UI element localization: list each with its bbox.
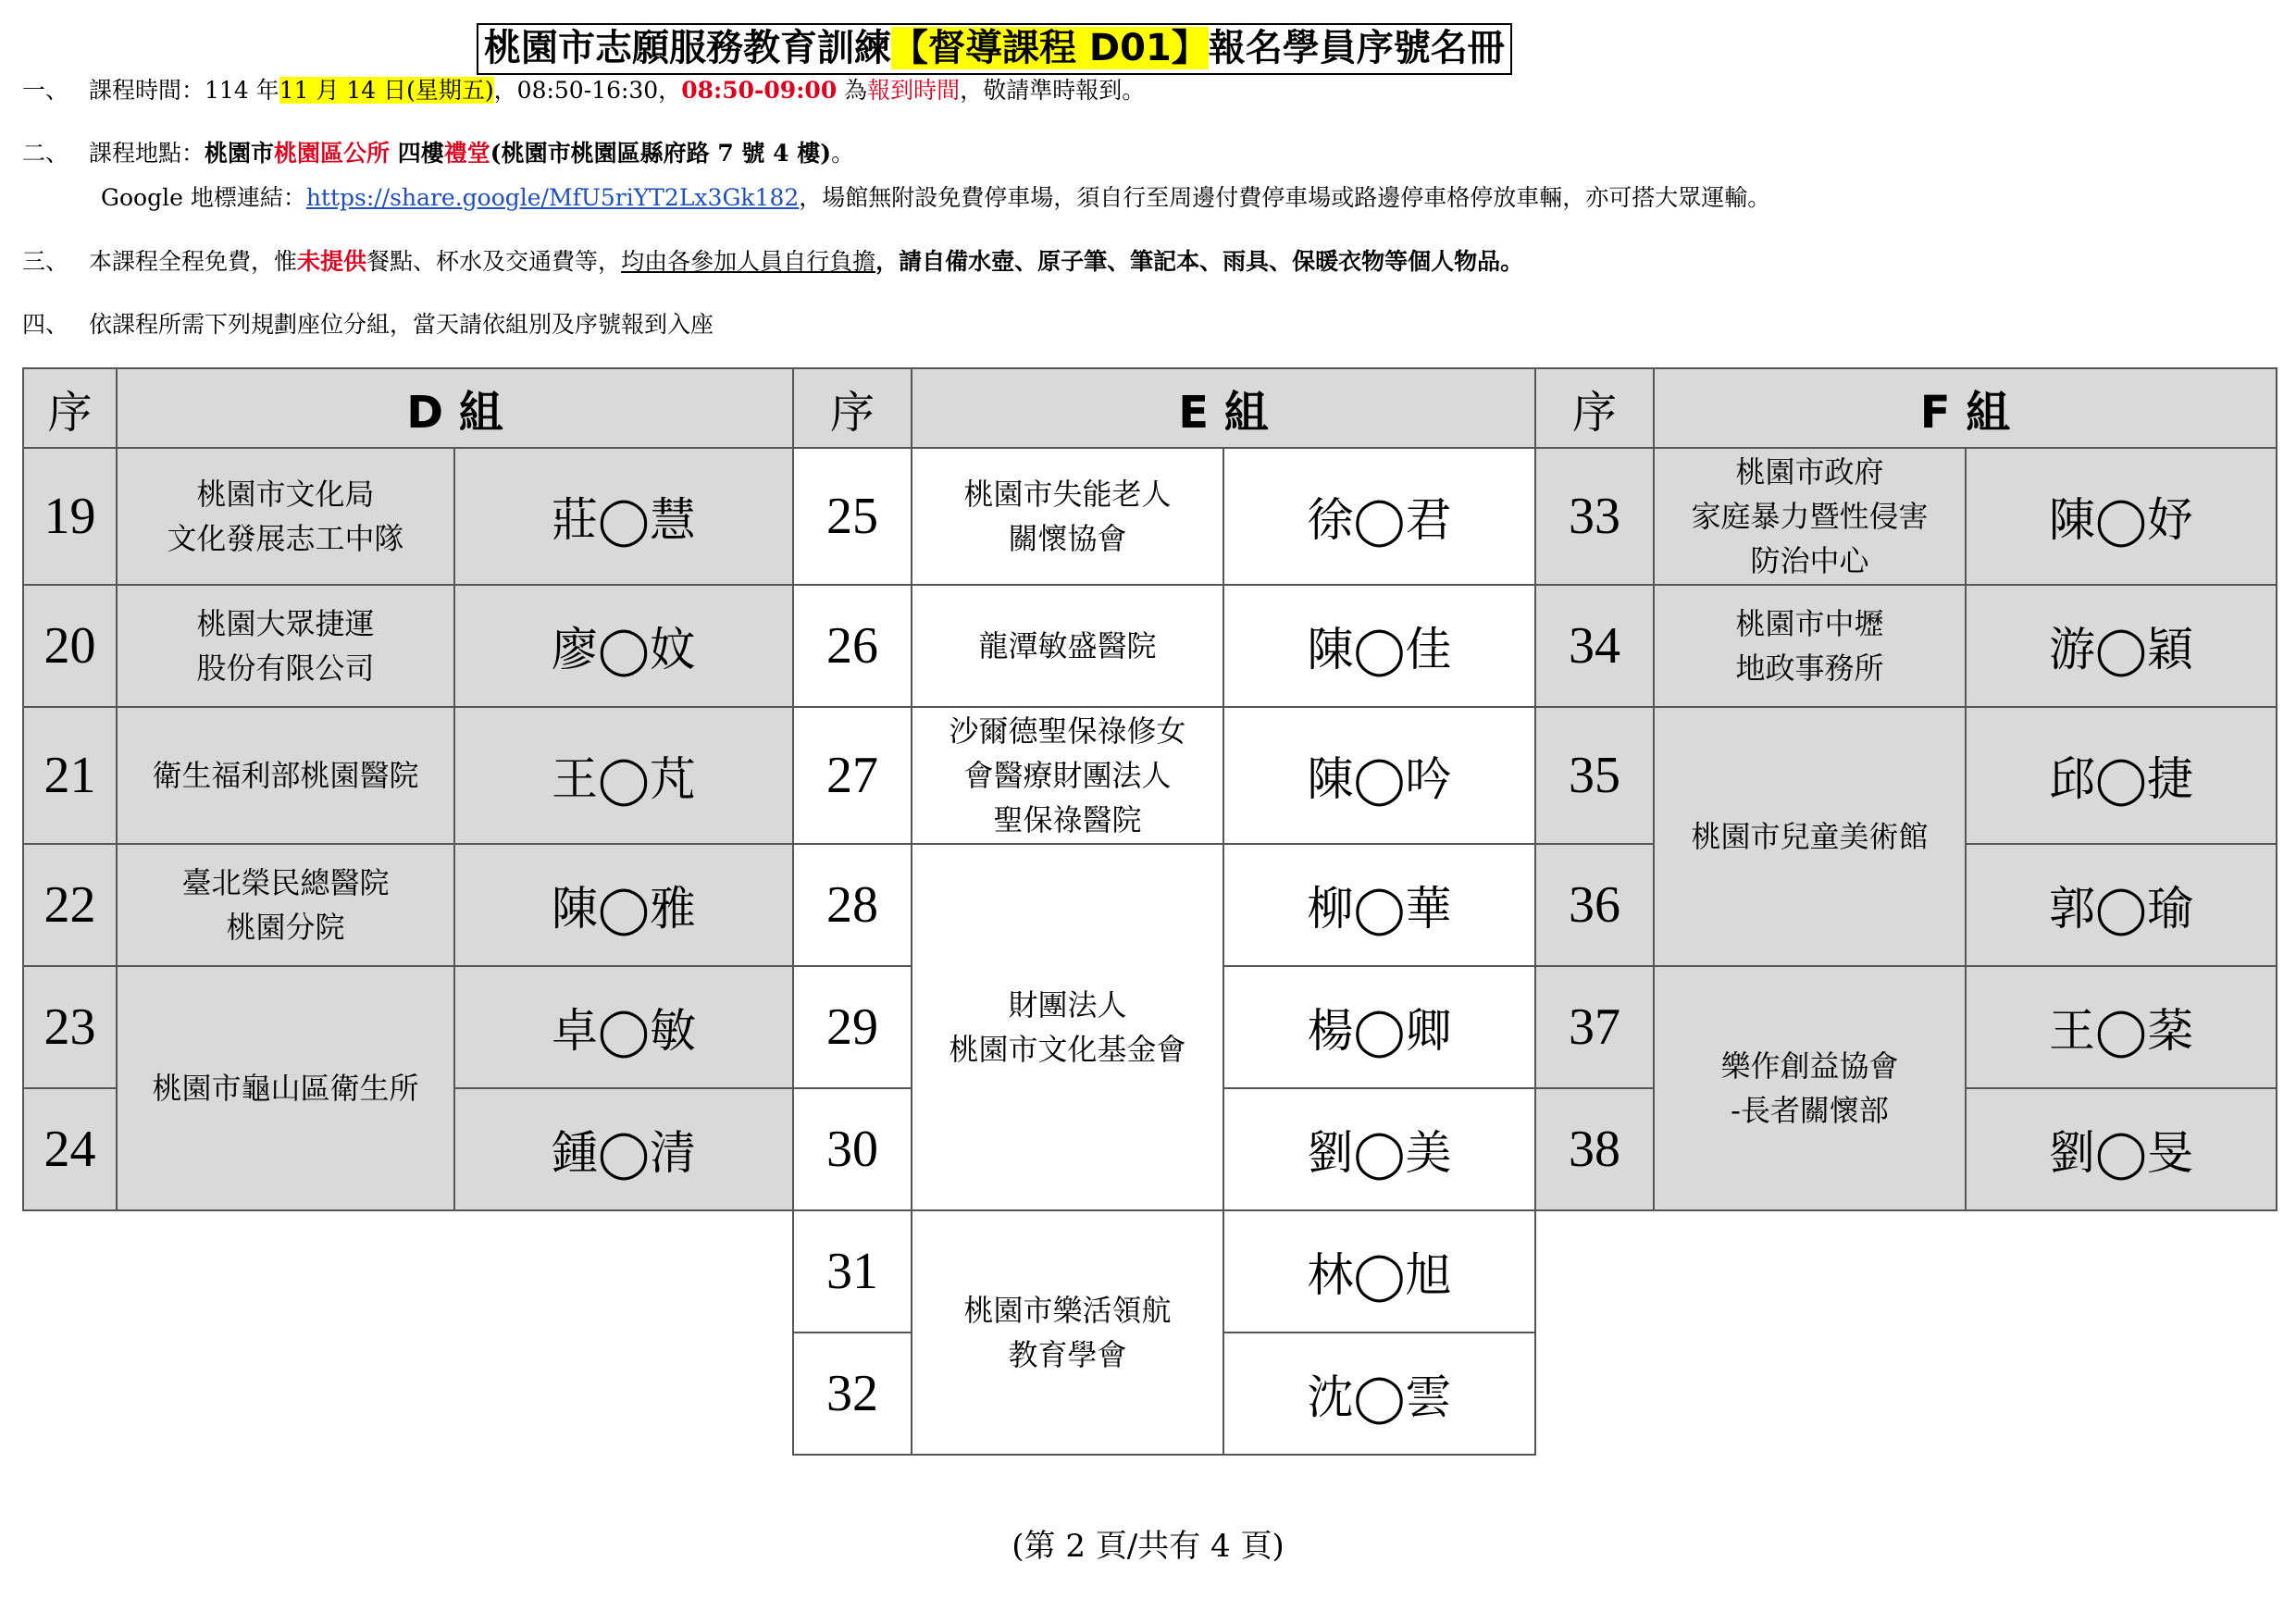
name-cell: 林◯旭 xyxy=(1223,1210,1535,1333)
name-cell: 王◯芃 xyxy=(454,707,793,844)
seq-cell: 38 xyxy=(1535,1088,1654,1210)
name-cell: 陳◯雅 xyxy=(454,844,793,966)
org-cell: 龍潭敏盛醫院 xyxy=(912,585,1223,707)
note-text: 為 xyxy=(837,77,868,104)
f-group-header: F 組 xyxy=(1654,368,2277,448)
seq-cell: 31 xyxy=(793,1210,912,1333)
e-group-header: E 組 xyxy=(912,368,1535,448)
note-text: 餐點、杯水及交通費等， xyxy=(366,248,622,275)
course-date: 11 月 14 日(星期五) xyxy=(279,77,494,104)
org-cell: 桃園市政府 家庭暴力暨性侵害 防治中心 xyxy=(1654,448,1966,585)
checkin-label: 報到時間 xyxy=(867,77,961,104)
seq-cell: 30 xyxy=(793,1088,912,1210)
seq-cell: 19 xyxy=(23,448,117,585)
org-cell: 桃園大眾捷運 股份有限公司 xyxy=(117,585,454,707)
name-cell: 鍾◯清 xyxy=(454,1088,793,1210)
note-number: 四、 xyxy=(22,311,69,338)
org-cell: 桃園市文化局 文化發展志工中隊 xyxy=(117,448,454,585)
note-label: 課程地點： xyxy=(89,140,205,167)
name-cell: 楊◯卿 xyxy=(1223,966,1535,1088)
title-part1: 桃園市志願服務教育訓練 xyxy=(484,27,891,69)
title-course-code: 【督導課程 D01】 xyxy=(891,27,1209,69)
org-cell: 桃園市失能老人 關懷協會 xyxy=(912,448,1223,585)
empty-cell xyxy=(23,1210,793,1333)
note-fees xyxy=(22,246,1523,278)
d-group-header: D 組 xyxy=(117,368,793,448)
table-row xyxy=(23,585,2277,707)
org-cell: 桃園市中壢 地政事務所 xyxy=(1654,585,1966,707)
seq-cell: 27 xyxy=(793,707,912,844)
org-cell: 桃園市兒童美術館 xyxy=(1654,707,1966,966)
google-map-link[interactable]: https://share.google/MfU5riYT2Lx3Gk182 xyxy=(305,184,800,211)
org-cell: 桃園市龜山區衛生所 xyxy=(117,966,454,1210)
note-google-link xyxy=(22,182,1770,214)
location-city: 桃園市 xyxy=(205,140,275,167)
bring-items-text: ，請自備水壺、原子筆、筆記本、雨具、保暖衣物等個人物品。 xyxy=(875,248,1524,275)
seq-cell: 35 xyxy=(1535,707,1654,844)
location-hall: 禮堂 xyxy=(443,140,490,167)
org-cell: 樂作創益協會 -長者關懷部 xyxy=(1654,966,1966,1210)
name-cell: 邱◯捷 xyxy=(1966,707,2277,844)
seq-cell: 26 xyxy=(793,585,912,707)
note-course-location xyxy=(22,138,854,169)
seq-cell: 29 xyxy=(793,966,912,1088)
table-row xyxy=(23,1210,2277,1333)
name-cell: 陳◯妤 xyxy=(1966,448,2277,585)
seq-cell: 25 xyxy=(793,448,912,585)
not-provided-text: 未提供 xyxy=(297,248,367,275)
name-cell: 廖◯妏 xyxy=(454,585,793,707)
location-address: (桃園市桃園區縣府路 7 號 4 樓) xyxy=(490,140,832,167)
seq-cell: 34 xyxy=(1535,585,1654,707)
seq-cell: 32 xyxy=(793,1333,912,1455)
name-cell: 柳◯華 xyxy=(1223,844,1535,966)
note-label: 課程時間：114 年 xyxy=(89,77,279,104)
org-cell: 臺北榮民總醫院 桃園分院 xyxy=(117,844,454,966)
title-part3: 報名學員序號名冊 xyxy=(1208,27,1505,69)
seq-cell: 22 xyxy=(23,844,117,966)
org-cell: 衛生福利部桃園醫院 xyxy=(117,707,454,844)
checkin-time: 08:50-09:00 xyxy=(681,77,838,104)
name-cell: 徐◯君 xyxy=(1223,448,1535,585)
empty-cell xyxy=(1535,1333,2277,1455)
note-text: ，場館無附設免費停車場，須自行至周邊付費停車場或路邊停車格停放車輛，亦可搭大眾運輸。 xyxy=(799,184,1771,211)
header-row xyxy=(23,368,2277,448)
d-seq-header: 序 xyxy=(23,368,117,448)
seq-cell: 23 xyxy=(23,966,117,1088)
name-cell: 劉◯美 xyxy=(1223,1088,1535,1210)
org-cell: 沙爾德聖保祿修女 會醫療財團法人 聖保祿醫院 xyxy=(912,707,1223,844)
note-text: 依課程所需下列規劃座位分組，當天請依組別及序號報到入座 xyxy=(89,311,714,338)
e-seq-header: 序 xyxy=(793,368,912,448)
name-cell: 陳◯佳 xyxy=(1223,585,1535,707)
location-office: 桃園區公所 xyxy=(274,140,391,167)
self-pay-text: 均由各參加人員自行負擔 xyxy=(621,248,876,275)
seq-cell: 24 xyxy=(23,1088,117,1210)
name-cell: 沈◯雲 xyxy=(1223,1333,1535,1455)
seq-cell: 37 xyxy=(1535,966,1654,1088)
seq-cell: 28 xyxy=(793,844,912,966)
empty-cell xyxy=(23,1333,793,1455)
roster-table xyxy=(22,367,2277,1456)
name-cell: 莊◯慧 xyxy=(454,448,793,585)
note-label: Google 地標連結： xyxy=(101,184,306,211)
name-cell: 游◯穎 xyxy=(1966,585,2277,707)
course-hours: ，08:50-16:30， xyxy=(493,77,682,104)
note-number: 三、 xyxy=(22,248,69,275)
table-row xyxy=(23,707,2277,844)
org-cell: 財團法人 桃園市文化基金會 xyxy=(912,844,1223,1210)
seq-cell: 36 xyxy=(1535,844,1654,966)
page-footer: (第 2 頁/共有 4 頁) xyxy=(1011,1528,1285,1565)
seq-cell: 20 xyxy=(23,585,117,707)
name-cell: 郭◯瑜 xyxy=(1966,844,2277,966)
location-floor: 四樓 xyxy=(390,140,444,167)
seq-cell: 21 xyxy=(23,707,117,844)
table-row xyxy=(23,448,2277,585)
note-course-time xyxy=(22,75,1145,106)
name-cell: 劉◯旻 xyxy=(1966,1088,2277,1210)
name-cell: 王◯棻 xyxy=(1966,966,2277,1088)
name-cell: 陳◯吟 xyxy=(1223,707,1535,844)
note-text: 。 xyxy=(831,140,855,167)
note-number: 一、 xyxy=(22,77,69,104)
f-seq-header: 序 xyxy=(1535,368,1654,448)
org-cell: 桃園市樂活領航 教育學會 xyxy=(912,1210,1223,1455)
empty-cell xyxy=(1535,1210,2277,1333)
note-text: ，敬請準時報到。 xyxy=(960,77,1146,104)
document-title xyxy=(477,23,1512,75)
note-number: 二、 xyxy=(22,140,69,167)
seq-cell: 33 xyxy=(1535,448,1654,585)
name-cell: 卓◯敏 xyxy=(454,966,793,1088)
note-text: 本課程全程免費，惟 xyxy=(89,248,298,275)
note-seating xyxy=(22,309,714,341)
